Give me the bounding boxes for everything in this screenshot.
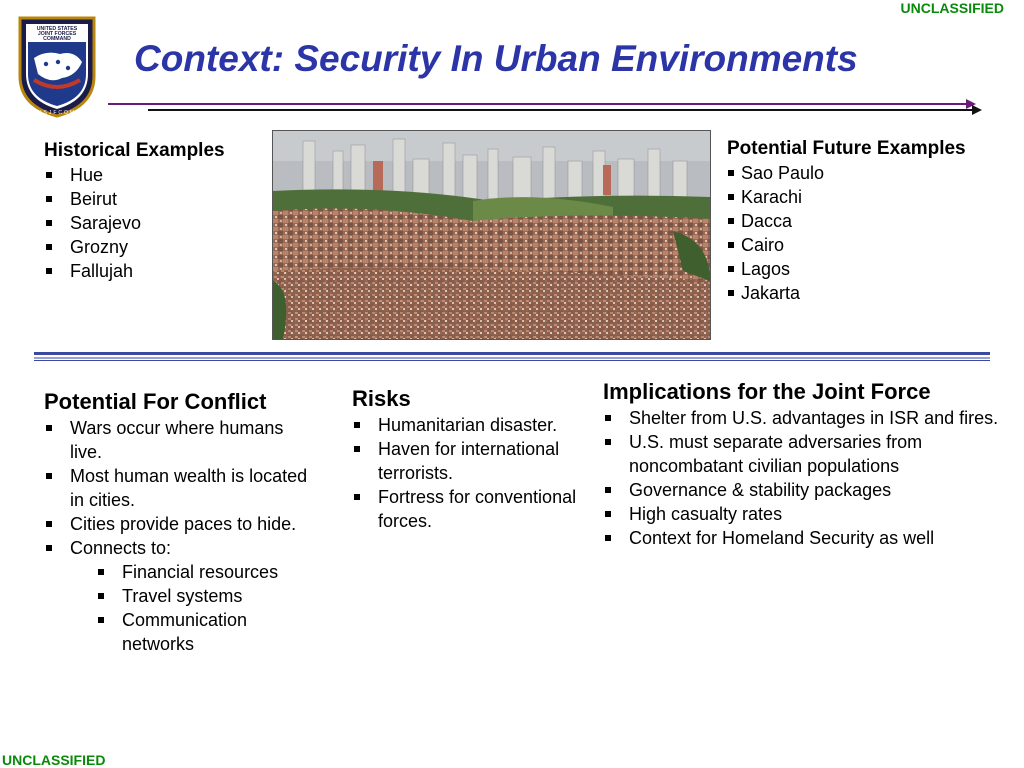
historical-heading: Historical Examples — [44, 140, 225, 161]
section-divider — [34, 352, 990, 362]
list-item: Governance & stability packages — [603, 478, 1003, 502]
list-item: High casualty rates — [603, 502, 1003, 526]
list-item: Dacca — [727, 209, 966, 233]
potential-for-conflict — [44, 388, 314, 656]
sub-list-item: Financial resources — [96, 560, 314, 584]
list-item: Beirut — [44, 187, 225, 211]
list-item: Context for Homeland Security as well — [603, 526, 1003, 550]
list-item: Wars occur where humans live. — [44, 416, 314, 464]
list-item: Jakarta — [727, 281, 966, 305]
logo-line-3: COMMAND — [43, 36, 71, 42]
title-underline-arrow — [108, 96, 988, 120]
list-item: Fortress for conventional forces. — [352, 485, 592, 533]
list-item: Karachi — [727, 185, 966, 209]
list-item: Cities provide paces to hide. — [44, 512, 314, 536]
logo-line-1: UNITED STATES — [36, 26, 78, 32]
list-item: Grozny — [44, 235, 225, 259]
implications-joint-force — [603, 378, 1003, 550]
slide-title: Context: Security In Urban Environments — [134, 38, 858, 79]
future-heading: Potential Future Examples — [727, 138, 966, 159]
list-item: Haven for international terrorists. — [352, 437, 592, 485]
list-item: U.S. must separate adversaries from noncombatant civilian populations — [603, 430, 1003, 478]
conflict-heading: Potential For Conflict — [44, 389, 267, 414]
list-item: Sao Paulo — [727, 161, 966, 185]
classification-bottom: UNCLASSIFIED — [2, 752, 106, 768]
list-item: Lagos — [727, 257, 966, 281]
logo-ring-text: USJFCOM — [37, 110, 77, 116]
list-item: Humanitarian disaster. — [352, 413, 592, 437]
list-item: Hue — [44, 163, 225, 187]
list-item: Cairo — [727, 233, 966, 257]
list-item: Shelter from U.S. advantages in ISR and fires. — [603, 406, 1003, 430]
list-item — [44, 536, 314, 656]
classification-top: UNCLASSIFIED — [900, 0, 1004, 16]
future-examples — [727, 137, 966, 305]
usjfcom-logo — [16, 14, 98, 118]
list-item: Fallujah — [44, 259, 225, 283]
implications-heading: Implications for the Joint Force — [603, 379, 931, 404]
risks — [352, 385, 592, 533]
sub-list-item: Communication networks — [96, 608, 314, 656]
historical-examples — [44, 139, 225, 283]
list-item-label: Connects to: — [70, 538, 172, 558]
list-item: Most human wealth is located in cities. — [44, 464, 314, 512]
logo-line-2: JOINT FORCES — [37, 31, 77, 37]
risks-heading: Risks — [352, 386, 411, 411]
list-item: Sarajevo — [44, 211, 225, 235]
city-aerial-photo — [272, 130, 711, 340]
sub-list-item: Travel systems — [96, 584, 314, 608]
